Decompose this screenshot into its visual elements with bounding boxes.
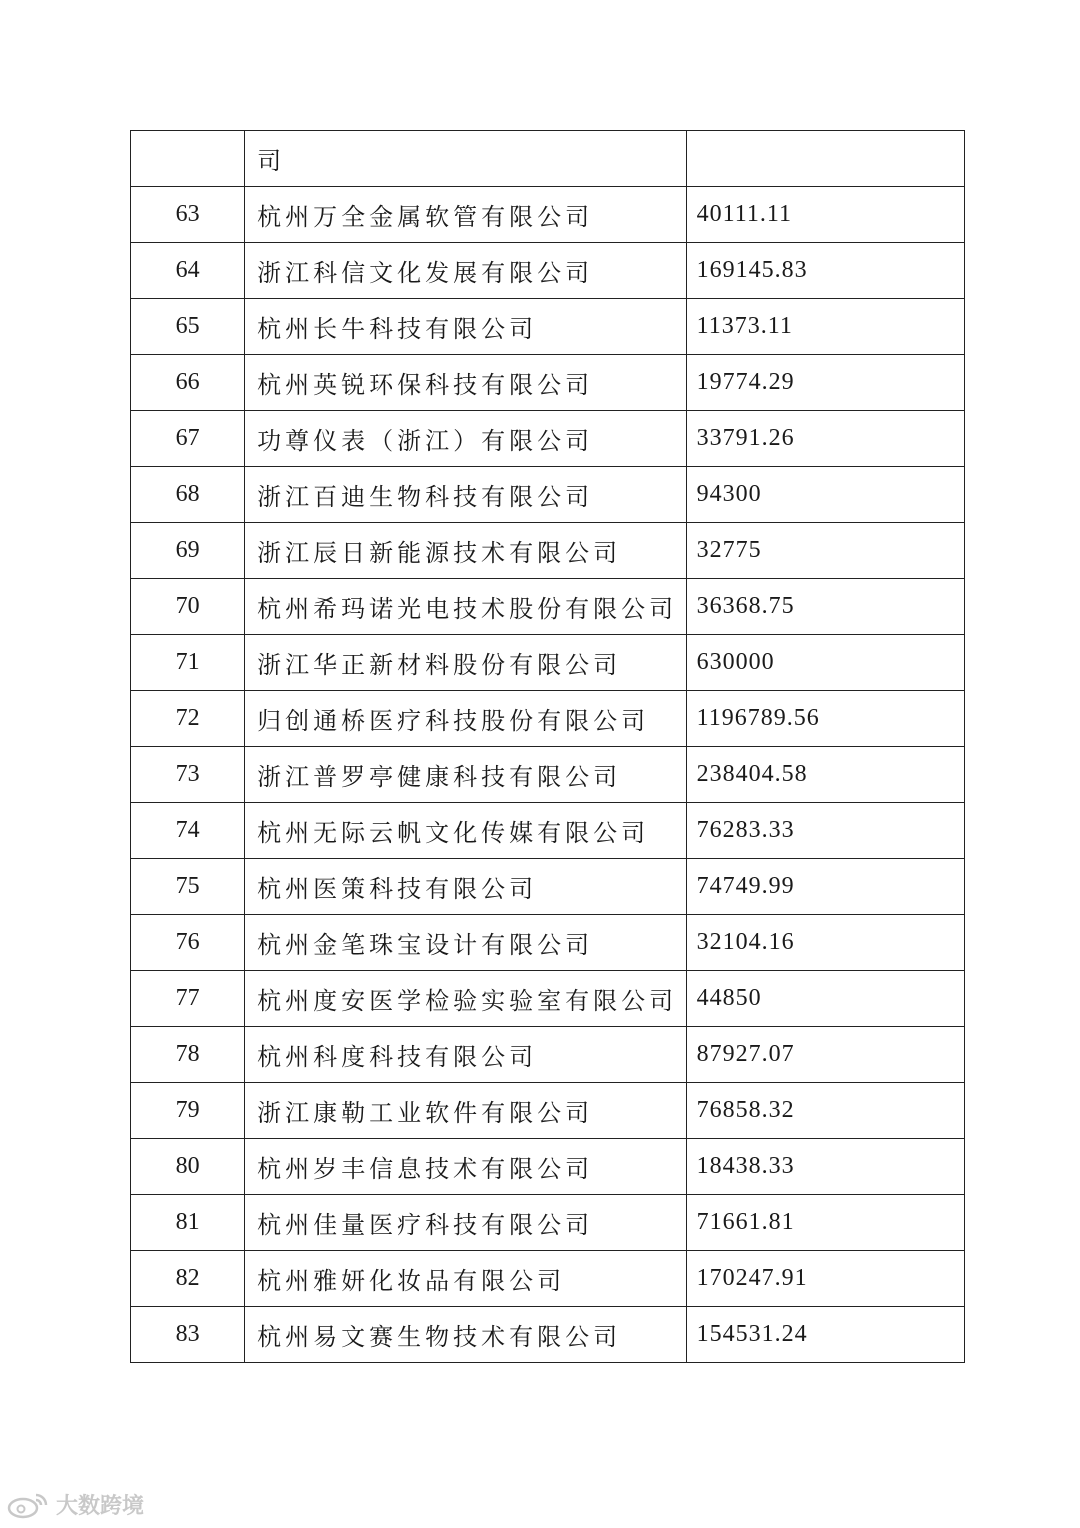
amount-cell: 71661.81 — [686, 1195, 964, 1251]
company-name-cell: 浙江百迪生物科技有限公司 — [245, 467, 687, 523]
company-name-cell: 杭州科度科技有限公司 — [245, 1027, 687, 1083]
table-row — [131, 131, 965, 187]
company-name-cell: 归创通桥医疗科技股份有限公司 — [245, 691, 687, 747]
amount-cell: 238404.58 — [686, 747, 964, 803]
row-number-cell: 80 — [131, 1139, 245, 1195]
table-row — [131, 803, 965, 859]
table-row — [131, 1307, 965, 1363]
table-body — [131, 131, 965, 1363]
row-number-cell: 79 — [131, 1083, 245, 1139]
table-row — [131, 915, 965, 971]
amount-cell: 87927.07 — [686, 1027, 964, 1083]
row-number-cell: 66 — [131, 355, 245, 411]
table-row — [131, 467, 965, 523]
table-row — [131, 1251, 965, 1307]
company-name-cell: 杭州长牛科技有限公司 — [245, 299, 687, 355]
amount-cell: 154531.24 — [686, 1307, 964, 1363]
table-row — [131, 1195, 965, 1251]
company-name-cell: 杭州易文赛生物技术有限公司 — [245, 1307, 687, 1363]
table-row — [131, 411, 965, 467]
row-number-cell — [131, 131, 245, 187]
amount-cell: 36368.75 — [686, 579, 964, 635]
table-row — [131, 691, 965, 747]
row-number-cell: 67 — [131, 411, 245, 467]
row-number-cell: 78 — [131, 1027, 245, 1083]
company-name-cell: 杭州雅妍化妆品有限公司 — [245, 1251, 687, 1307]
amount-cell: 44850 — [686, 971, 964, 1027]
row-number-cell: 76 — [131, 915, 245, 971]
row-number-cell: 74 — [131, 803, 245, 859]
company-name-cell: 杭州佳量医疗科技有限公司 — [245, 1195, 687, 1251]
amount-cell: 630000 — [686, 635, 964, 691]
company-name-cell: 浙江华正新材料股份有限公司 — [245, 635, 687, 691]
row-number-cell: 81 — [131, 1195, 245, 1251]
company-name-cell: 杭州万全金属软管有限公司 — [245, 187, 687, 243]
row-number-cell: 71 — [131, 635, 245, 691]
table-row — [131, 1083, 965, 1139]
row-number-cell: 75 — [131, 859, 245, 915]
weibo-logo-icon — [6, 1491, 52, 1519]
company-amount-table — [130, 130, 965, 1363]
table-row — [131, 635, 965, 691]
table-row — [131, 747, 965, 803]
company-name-cell: 杭州金笔珠宝设计有限公司 — [245, 915, 687, 971]
amount-cell: 76858.32 — [686, 1083, 964, 1139]
amount-cell: 11373.11 — [686, 299, 964, 355]
amount-cell: 170247.91 — [686, 1251, 964, 1307]
amount-cell: 33791.26 — [686, 411, 964, 467]
company-name-cell: 杭州希玛诺光电技术股份有限公司 — [245, 579, 687, 635]
row-number-cell: 63 — [131, 187, 245, 243]
table-row — [131, 299, 965, 355]
company-name-cell: 司 — [245, 131, 687, 187]
company-name-cell: 浙江科信文化发展有限公司 — [245, 243, 687, 299]
row-number-cell: 70 — [131, 579, 245, 635]
row-number-cell: 69 — [131, 523, 245, 579]
table-row — [131, 1139, 965, 1195]
row-number-cell: 77 — [131, 971, 245, 1027]
table-row — [131, 859, 965, 915]
amount-cell: 32104.16 — [686, 915, 964, 971]
row-number-cell: 64 — [131, 243, 245, 299]
row-number-cell: 65 — [131, 299, 245, 355]
company-name-cell: 功尊仪表（浙江）有限公司 — [245, 411, 687, 467]
row-number-cell: 82 — [131, 1251, 245, 1307]
watermark-text: 大数跨境 — [56, 1494, 145, 1519]
table-row — [131, 971, 965, 1027]
company-name-cell: 杭州无际云帆文化传媒有限公司 — [245, 803, 687, 859]
row-number-cell: 73 — [131, 747, 245, 803]
amount-cell: 32775 — [686, 523, 964, 579]
company-name-cell: 杭州英锐环保科技有限公司 — [245, 355, 687, 411]
amount-cell: 1196789.56 — [686, 691, 964, 747]
amount-cell: 169145.83 — [686, 243, 964, 299]
company-name-cell: 浙江康勒工业软件有限公司 — [245, 1083, 687, 1139]
amount-cell: 94300 — [686, 467, 964, 523]
company-name-cell: 杭州度安医学检验实验室有限公司 — [245, 971, 687, 1027]
table-row — [131, 187, 965, 243]
row-number-cell: 72 — [131, 691, 245, 747]
amount-cell: 76283.33 — [686, 803, 964, 859]
company-name-cell: 杭州医策科技有限公司 — [245, 859, 687, 915]
watermark — [6, 1489, 144, 1520]
amount-cell: 74749.99 — [686, 859, 964, 915]
table-row — [131, 243, 965, 299]
table-row — [131, 355, 965, 411]
row-number-cell: 68 — [131, 467, 245, 523]
amount-cell: 18438.33 — [686, 1139, 964, 1195]
amount-cell — [686, 131, 964, 187]
company-name-cell: 浙江辰日新能源技术有限公司 — [245, 523, 687, 579]
company-name-cell: 杭州岁丰信息技术有限公司 — [245, 1139, 687, 1195]
amount-cell: 19774.29 — [686, 355, 964, 411]
company-name-cell: 浙江普罗亭健康科技有限公司 — [245, 747, 687, 803]
table-row — [131, 1027, 965, 1083]
row-number-cell: 83 — [131, 1307, 245, 1363]
amount-cell: 40111.11 — [686, 187, 964, 243]
table-row — [131, 579, 965, 635]
table-row — [131, 523, 965, 579]
